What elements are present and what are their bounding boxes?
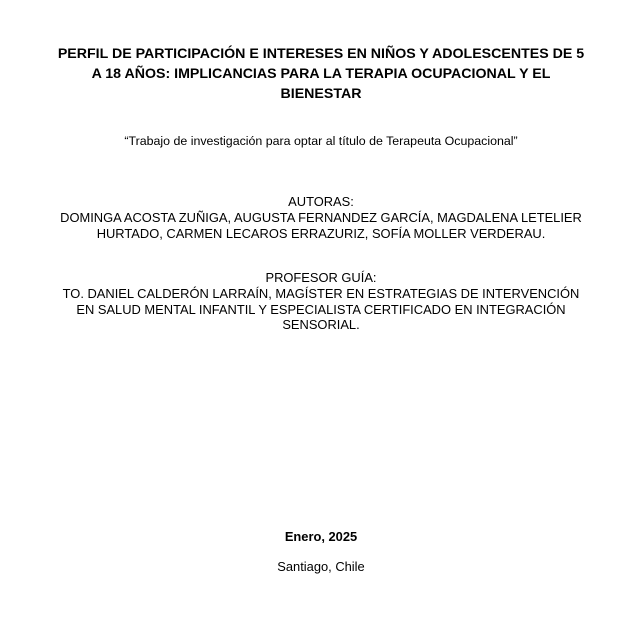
authors-line-2: HURTADO, CARMEN LECAROS ERRAZURIZ, SOFÍA MOLLER VERDERAU. (96, 225, 546, 241)
document-title (30, 44, 612, 104)
title-line-1: PERFIL DE PARTICIPACIÓN E INTERESES EN NIÑOS Y ADOLESCENTES DE 5 (57, 46, 585, 62)
document-date: Enero, 2025 (284, 529, 358, 544)
authors-line-1: DOMINGA ACOSTA ZUÑIGA, AUGUSTA FERNANDEZ GARCÍA, MAGDALENA LETELIER (60, 209, 582, 225)
document-place: Santiago, Chile (277, 559, 365, 574)
advisor-section (20, 270, 622, 333)
title-line-2: A 18 AÑOS: IMPLICANCIAS PARA LA TERAPIA OCUPACIONAL Y EL (91, 66, 551, 82)
authors-heading: AUTORAS: (288, 194, 354, 209)
title-line-3: BIENESTAR (280, 86, 362, 102)
degree-statement: “Trabajo de investigación para optar al título de Terapeuta Ocupacional” (124, 134, 518, 148)
advisor-heading: PROFESOR GUÍA: (265, 270, 377, 285)
authors-section (20, 194, 622, 241)
advisor-line-1: TO. DANIEL CALDERÓN LARRAÍN, MAGÍSTER EN ESTRATEGIAS DE INTERVENCIÓN (62, 285, 580, 301)
advisor-line-2: EN SALUD MENTAL INFANTIL Y ESPECIALISTA CERTIFICADO EN INTEGRACIÓN (76, 301, 566, 317)
advisor-line-3: SENSORIAL. (282, 317, 360, 333)
